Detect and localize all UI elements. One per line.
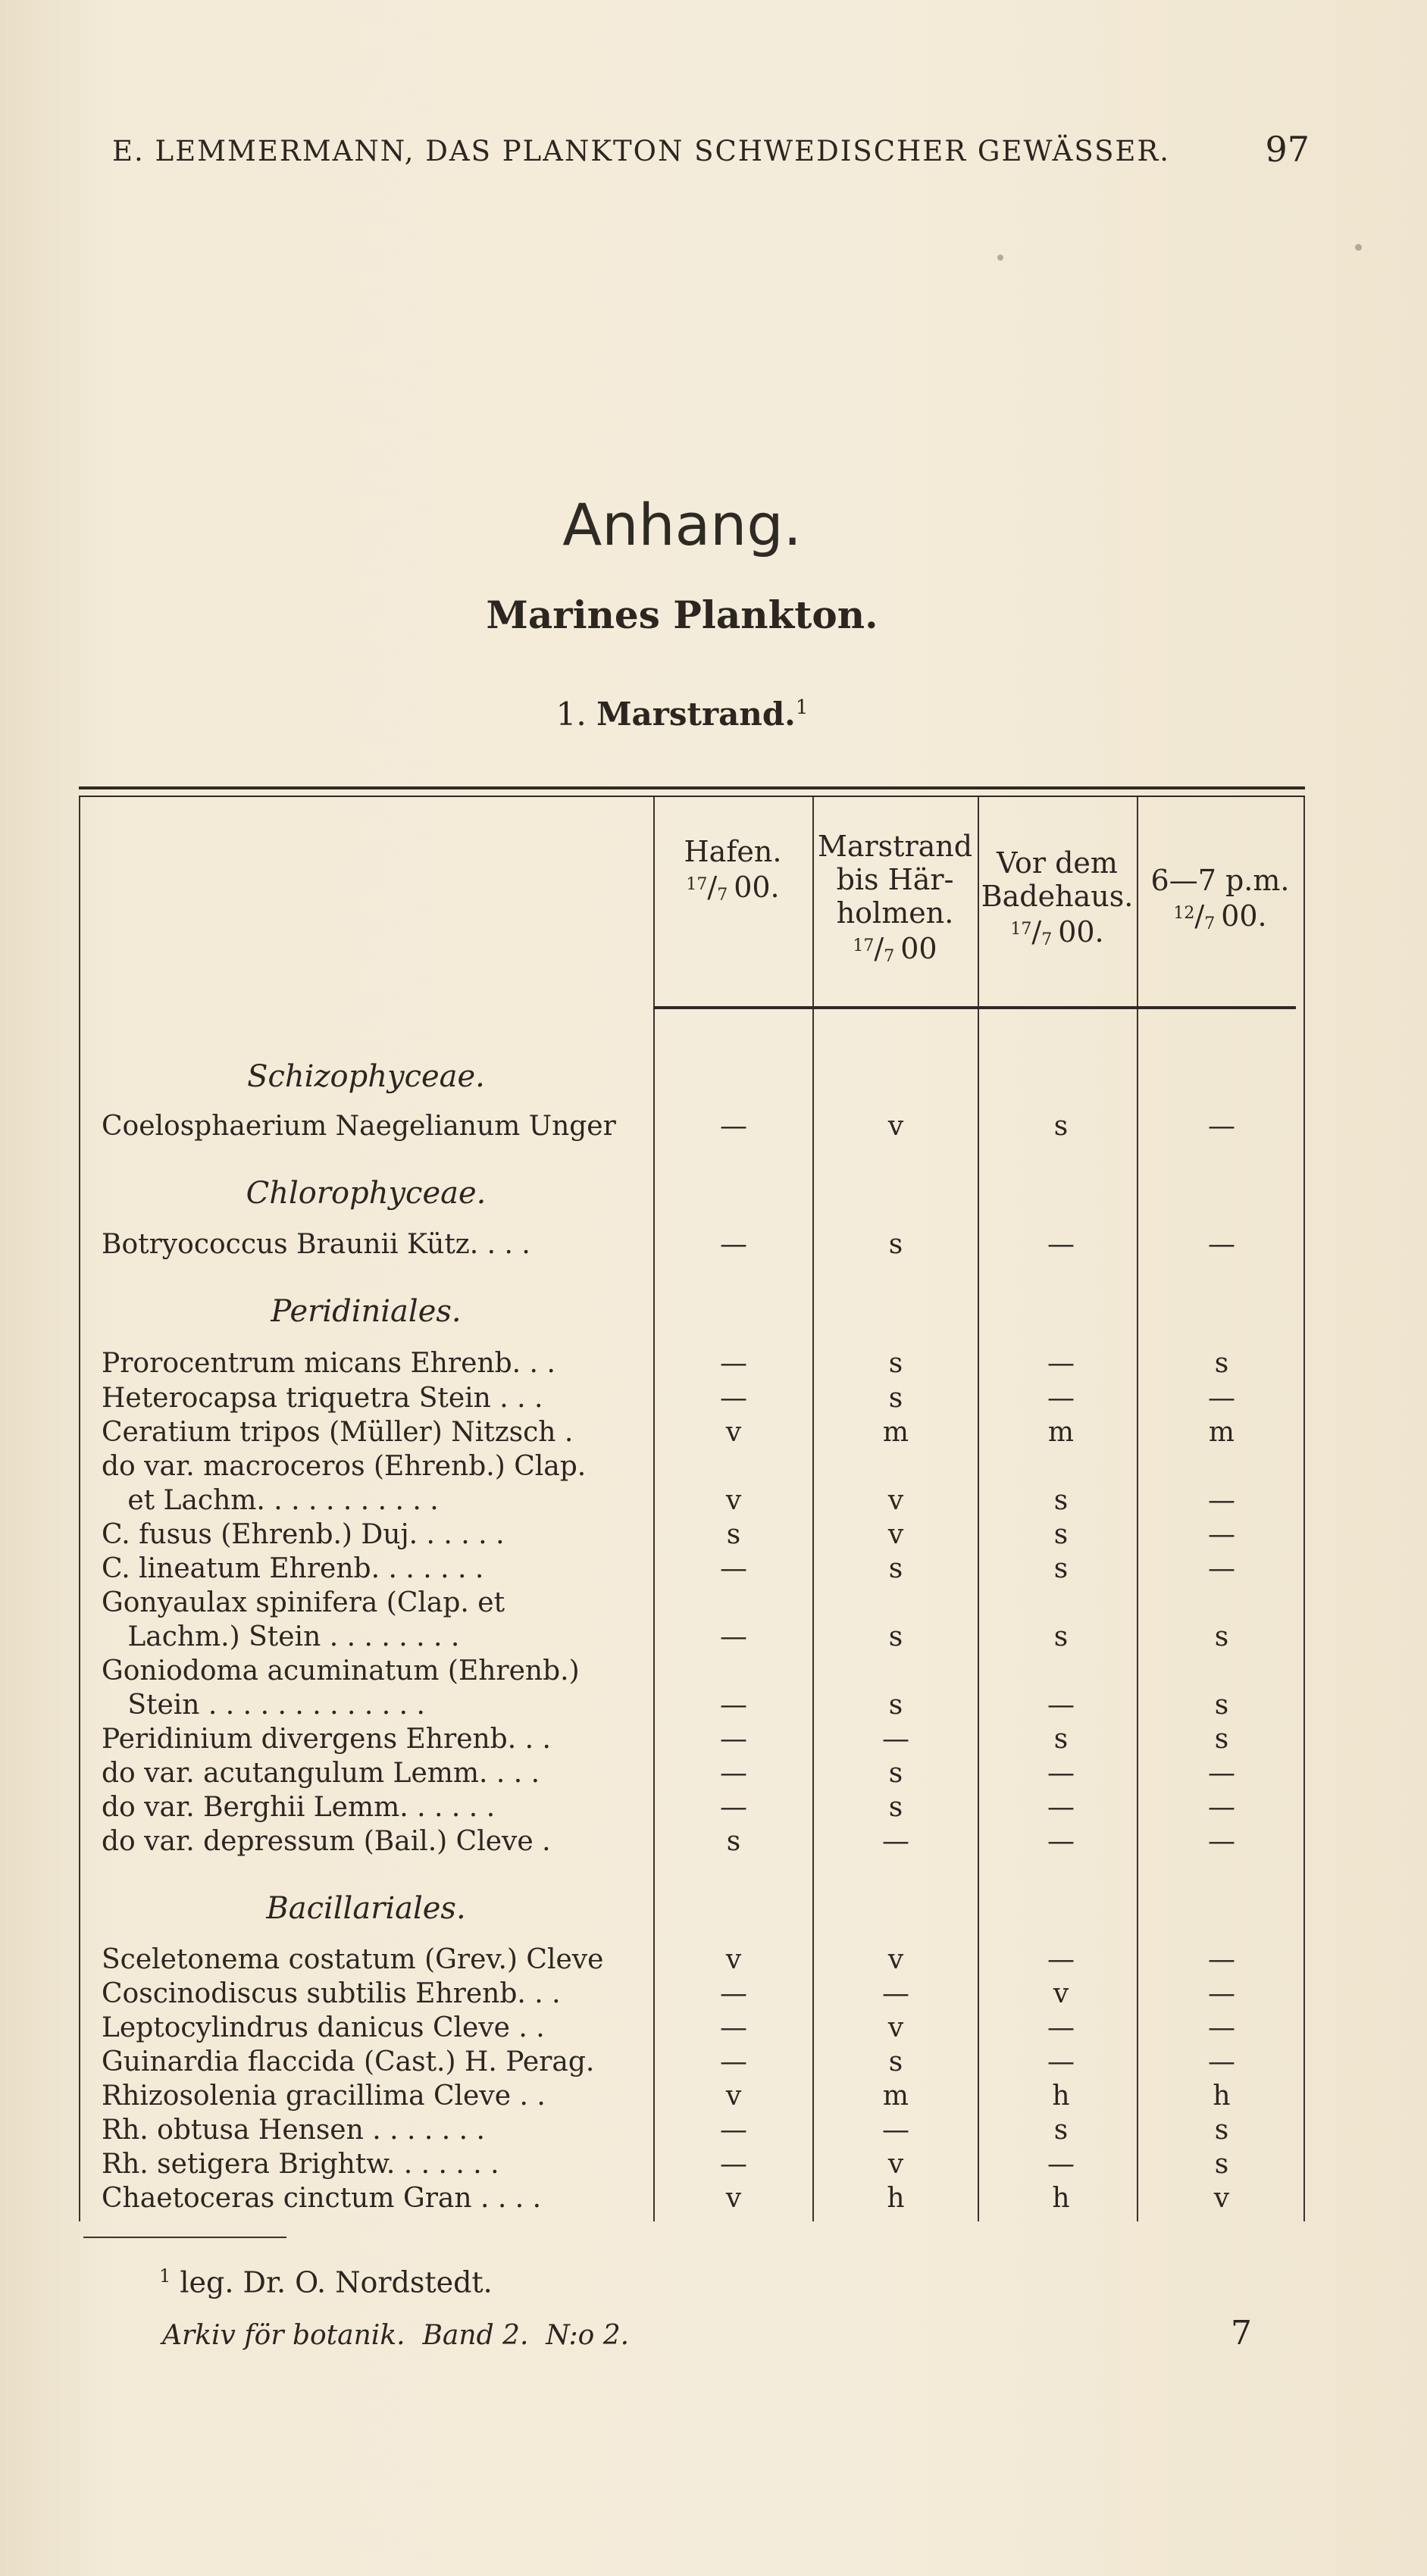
group-heading: Bacillariales. (266, 1891, 466, 1926)
date-slash: / (874, 932, 884, 965)
column-header-date (1138, 897, 1302, 941)
abundance-cell: — (720, 2115, 747, 2146)
taxon-label: Prorocentrum micans Ehrenb. . . (102, 1348, 555, 1379)
taxon-label: do var. Berghii Lemm. . . . . . (102, 1792, 496, 1823)
date-slash: / (1194, 899, 1205, 933)
group-heading: Chlorophyceae. (246, 1176, 487, 1211)
date-day: 12 (1173, 904, 1195, 923)
abundance-cell: s (1053, 2115, 1069, 2146)
abundance-cell: v (887, 1519, 904, 1550)
abundance-cell: s (888, 1621, 903, 1652)
abundance-cell: — (1208, 1792, 1235, 1823)
abundance-cell: s (1053, 1519, 1069, 1550)
abundance-cell: — (1208, 1383, 1235, 1414)
date-month: 7 (884, 947, 895, 966)
abundance-cell: v (725, 2183, 742, 2214)
taxon-label: Leptocylindrus danicus Cleve . . (102, 2012, 545, 2043)
column-header-date (979, 913, 1135, 957)
abundance-cell: v (725, 1417, 742, 1448)
abundance-cell: s (1214, 1621, 1229, 1652)
abundance-cell: — (1047, 1383, 1075, 1414)
abundance-cell: s (1214, 2115, 1229, 2146)
section-footnote-mark: 1 (795, 696, 809, 719)
subtitle: Marines Plankton. (486, 592, 878, 637)
abundance-cell: — (1208, 1519, 1235, 1550)
abundance-cell: — (720, 1553, 747, 1584)
footnote (159, 2265, 493, 2299)
abundance-cell: — (882, 1826, 909, 1857)
abundance-cell: — (720, 1383, 747, 1414)
abundance-cell: — (1047, 2012, 1075, 2043)
abundance-cell: v (1053, 1978, 1069, 2009)
abundance-cell: m (1208, 1417, 1235, 1448)
abundance-cell: — (1047, 1944, 1075, 1975)
date-day: 17 (853, 936, 875, 955)
abundance-cell: s (1214, 1724, 1229, 1755)
abundance-cell: — (1208, 1944, 1235, 1975)
taxon-label: Heterocapsa triquetra Stein . . . (102, 1383, 543, 1414)
group-heading: Schizophyceae. (247, 1059, 485, 1094)
ink-speck (1355, 244, 1362, 251)
abundance-cell: s (1053, 1111, 1069, 1142)
abundance-cell: — (1047, 1348, 1075, 1379)
abundance-cell: s (726, 1519, 741, 1550)
section-heading (0, 696, 1364, 733)
taxon-label: do var. depressum (Bail.) Cleve . (102, 1826, 551, 1857)
column-divider (978, 797, 979, 2221)
taxon-label: et Lachm. . . . . . . . . . . (102, 1485, 439, 1516)
date-year: 00. (1058, 915, 1104, 949)
section-name: Marstrand. (596, 696, 796, 733)
abundance-cell: — (1047, 1826, 1075, 1857)
date-month: 7 (1204, 914, 1216, 933)
page-number: 97 (1265, 129, 1310, 170)
abundance-cell: s (726, 1826, 741, 1857)
abundance-cell: h (1213, 2080, 1231, 2112)
taxon-label: Peridinium divergens Ehrenb. . . (102, 1724, 551, 1755)
taxon-label: Rh. setigera Brightw. . . . . . . (102, 2149, 499, 2180)
taxon-label: Rh. obtusa Hensen . . . . . . . (102, 2115, 485, 2146)
abundance-cell: h (1052, 2183, 1070, 2214)
abundance-cell: — (720, 1792, 747, 1823)
abundance-cell: — (720, 2012, 747, 2043)
column-header-line: holmen. (836, 896, 954, 930)
taxon-label: Goniodoma acuminatum (Ehrenb.) (102, 1655, 580, 1687)
abundance-cell: — (720, 1724, 747, 1755)
abundance-cell: v (1213, 2183, 1230, 2214)
date-slash: / (1031, 915, 1042, 949)
column-header-line: bis Här- (836, 863, 954, 896)
abundance-cell: h (1052, 2080, 1070, 2112)
column-header-line: Vor dem (997, 846, 1118, 880)
abundance-cell: — (1208, 1826, 1235, 1857)
abundance-cell: — (720, 2046, 747, 2077)
abundance-cell: — (1047, 1690, 1075, 1721)
abundance-cell: — (720, 1758, 747, 1789)
abundance-cell: s (888, 1348, 903, 1379)
date-year: 00. (734, 871, 780, 904)
abundance-cell: — (720, 1978, 747, 2009)
taxon-label: do var. acutangulum Lemm. . . . (102, 1758, 540, 1789)
abundance-cell: — (720, 1690, 747, 1721)
abundance-cell: v (725, 1485, 742, 1516)
taxon-label: Coelosphaerium Naegelianum Unger (102, 1111, 616, 1142)
abundance-cell: — (1208, 1758, 1235, 1789)
column-header-1 (655, 835, 811, 912)
abundance-cell: — (1208, 1111, 1235, 1142)
abundance-cell: s (888, 1553, 903, 1584)
taxon-label: Ceratium tripos (Müller) Nitzsch . (102, 1417, 574, 1448)
abundance-cell: m (882, 1417, 909, 1448)
abundance-cell: — (1208, 2012, 1235, 2043)
abundance-cell: — (1047, 1792, 1075, 1823)
column-header-date (814, 930, 976, 974)
heading: Anhang. (562, 491, 802, 558)
taxon-label: Guinardia flaccida (Cast.) H. Perag. (102, 2046, 595, 2077)
abundance-cell: — (720, 2149, 747, 2180)
column-divider (1137, 797, 1138, 2221)
column-divider (653, 797, 655, 2221)
footnote-rule (83, 2237, 286, 2238)
abundance-cell: — (1047, 1758, 1075, 1789)
abundance-cell: s (888, 2046, 903, 2077)
table-left-border (79, 797, 80, 2221)
column-header-date (655, 868, 811, 912)
abundance-cell: s (888, 1792, 903, 1823)
taxon-label: Sceletonema costatum (Grev.) Cleve (102, 1944, 604, 1975)
abundance-cell: — (720, 1621, 747, 1652)
signature-text: Arkiv för botanik. Band 2. N:o 2. (162, 2320, 630, 2351)
footnote-mark: 1 (159, 2265, 171, 2287)
column-header-line: Badehaus. (981, 880, 1134, 913)
date-day: 17 (1010, 920, 1032, 939)
date-year: 00 (900, 932, 937, 965)
table-right-border (1303, 797, 1305, 2221)
abundance-cell: — (1208, 1978, 1235, 2009)
column-header-2 (814, 830, 976, 974)
taxon-label: C. fusus (Ehrenb.) Duj. . . . . . (102, 1519, 505, 1550)
abundance-cell: s (888, 1758, 903, 1789)
date-month: 7 (717, 886, 728, 905)
abundance-cell: h (887, 2183, 905, 2214)
abundance-cell: — (1047, 2046, 1075, 2077)
abundance-cell: v (887, 2149, 904, 2180)
table-top-rule (79, 786, 1305, 789)
abundance-cell: s (1053, 1621, 1069, 1652)
column-divider (812, 797, 814, 2221)
date-year: 00. (1221, 899, 1267, 933)
section-number: 1. (555, 696, 587, 733)
abundance-cell: v (725, 1944, 742, 1975)
group-heading: Peridiniales. (271, 1294, 462, 1329)
abundance-cell: v (887, 1944, 904, 1975)
abundance-cell: — (1047, 2149, 1075, 2180)
header-bottom-rule (653, 1006, 1296, 1009)
abundance-cell: — (1208, 1229, 1235, 1260)
table-top-rule-thin (79, 796, 1305, 797)
column-header-line: Hafen. (684, 835, 782, 868)
abundance-cell: s (888, 1229, 903, 1260)
taxon-label: do var. macroceros (Ehrenb.) Clap. (102, 1451, 587, 1482)
taxon-label: Coscinodiscus subtilis Ehrenb. . . (102, 1978, 561, 2009)
column-header-line: 6—7 p.m. (1150, 864, 1290, 897)
taxon-label: Gonyaulax spinifera (Clap. et (102, 1587, 505, 1618)
taxon-label: Stein . . . . . . . . . . . . . (102, 1690, 425, 1721)
abundance-cell: — (720, 1348, 747, 1379)
abundance-cell: — (882, 2115, 909, 2146)
taxon-label: Lachm.) Stein . . . . . . . . (102, 1621, 460, 1652)
abundance-cell: v (887, 1111, 904, 1142)
abundance-cell: m (882, 2080, 909, 2112)
abundance-cell: v (887, 2012, 904, 2043)
abundance-cell: — (720, 1111, 747, 1142)
abundance-cell: s (888, 1690, 903, 1721)
ink-speck (997, 255, 1003, 261)
abundance-cell: — (882, 1724, 909, 1755)
abundance-cell: s (888, 1383, 903, 1414)
abundance-cell: s (1214, 1690, 1229, 1721)
date-month: 7 (1041, 930, 1053, 949)
abundance-cell: s (1053, 1724, 1069, 1755)
taxon-label: Botryococcus Braunii Kütz. . . . (102, 1229, 530, 1260)
abundance-cell: — (1208, 2046, 1235, 2077)
abundance-cell: s (1214, 1348, 1229, 1379)
abundance-cell: s (1053, 1485, 1069, 1516)
abundance-cell: m (1047, 1417, 1075, 1448)
date-day: 17 (686, 875, 708, 894)
column-header-line: Marstrand (817, 830, 973, 863)
column-header-4 (1138, 864, 1302, 941)
column-header-3 (979, 846, 1135, 957)
running-head-title: E. LEMMERMANN, DAS PLANKTON SCHWEDISCHER GEWÄSSER. (112, 135, 1171, 167)
signature-number: 7 (1231, 2314, 1252, 2352)
abundance-cell: — (1047, 1229, 1075, 1260)
date-slash: / (707, 871, 718, 904)
abundance-cell: v (725, 2080, 742, 2112)
signature-line (162, 2314, 1252, 2352)
abundance-cell: — (1208, 1553, 1235, 1584)
taxon-label: Rhizosolenia gracillima Cleve . . (102, 2080, 546, 2112)
footnote-text: leg. Dr. O. Nordstedt. (180, 2265, 493, 2299)
abundance-cell: — (1208, 1485, 1235, 1516)
abundance-cell: s (1053, 1553, 1069, 1584)
abundance-cell: v (887, 1485, 904, 1516)
taxon-label: C. lineatum Ehrenb. . . . . . . (102, 1553, 484, 1584)
taxon-label: Chaetoceras cinctum Gran . . . . (102, 2183, 542, 2214)
abundance-cell: — (720, 1229, 747, 1260)
abundance-cell: s (1214, 2149, 1229, 2180)
abundance-cell: — (882, 1978, 909, 2009)
